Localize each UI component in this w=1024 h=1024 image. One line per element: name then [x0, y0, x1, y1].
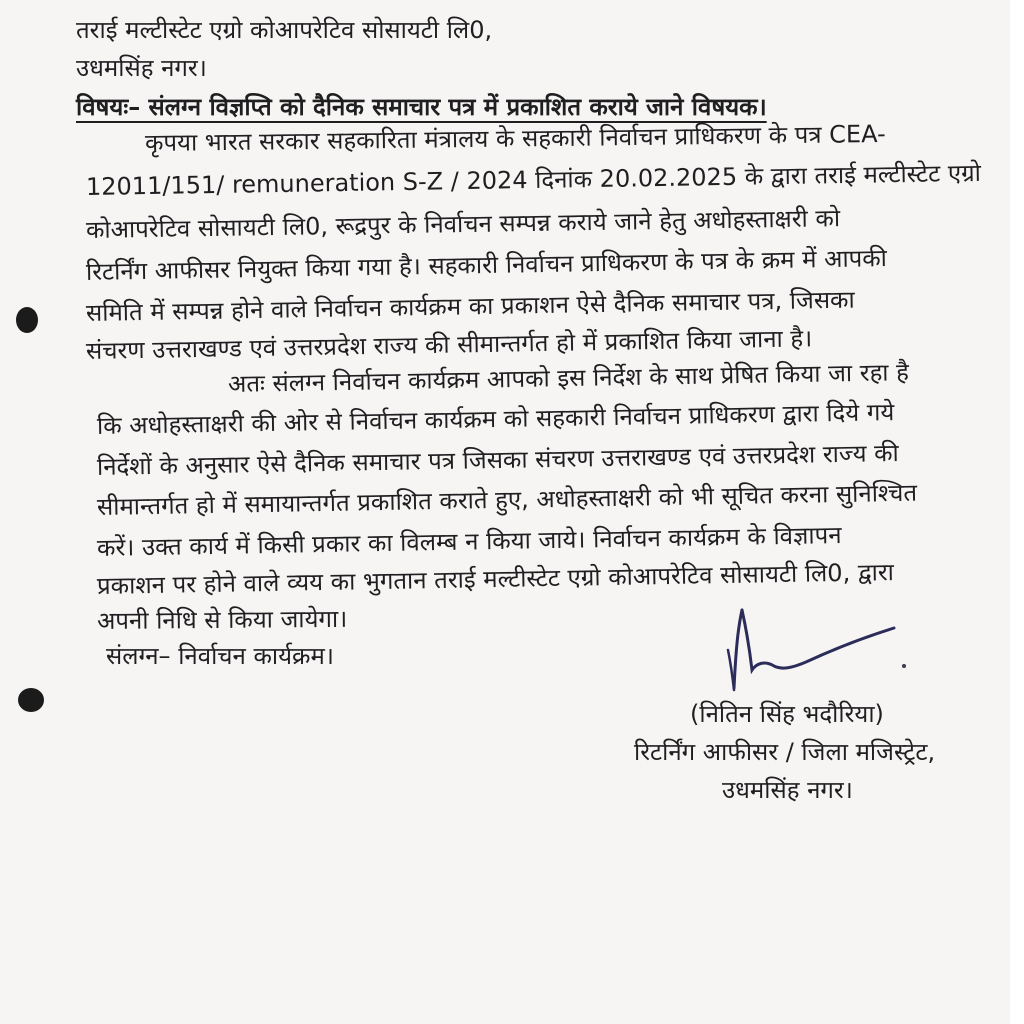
paragraph-2-line: निर्देशों के अनुसार ऐसे दैनिक समाचार पत्र जिसका संचरण उत्तराखण्ड एवं उत्तरप्रदेश राज्य की: [96, 439, 899, 481]
subject-line: विषयः– संलग्न विज्ञप्ति को दैनिक समाचार पत्र में प्रकाशित कराये जाने विषयक।: [76, 93, 767, 121]
paragraph-1-line: 12011/151/ remuneration S-Z / 2024 दिनांक 20.02.2025 के द्वारा तराई मल्टीस्टेट एग्रो: [85, 158, 982, 201]
paragraph-2-line: प्रकाशन पर होने वाले व्यय का भुगतान तराई मल्टीस्टेट एग्रो कोआपरेटिव सोसायटी लि0, द्वारा: [96, 558, 895, 600]
paragraph-2-line: कि अधोहस्ताक्षरी की ओर से निर्वाचन कार्यक्रम को सहकारी निर्वाचन प्राधिकरण द्वारा दिये गये: [96, 398, 895, 440]
punch-hole-top: [16, 307, 38, 333]
signature-mark: [722, 598, 912, 698]
page-edge: [1010, 0, 1024, 1024]
paragraph-1-line: कोआपरेटिव सोसायटी लि0, रूद्रपुर के निर्वाचन सम्पन्न कराये जाने हेतु अधोहस्ताक्षरी को: [85, 204, 841, 244]
paragraph-1-line: कृपया भारत सरकार सहकारिता मंत्रालय के सहकारी निर्वाचन प्राधिकरण के पत्र CEA-: [144, 119, 886, 157]
signatory-location: उधमसिंह नगर।: [722, 776, 853, 804]
paragraph-2-line: करें। उक्त कार्य में किसी प्रकार का विलम्ब न किया जाये। निर्वाचन कार्यक्रम के विज्ञापन: [96, 521, 842, 562]
paragraph-1-line: रिटर्निंग आफीसर नियुक्त किया गया है। सहकारी निर्वाचन प्राधिकरण के पत्र के क्रम में आपकी: [85, 244, 888, 286]
paragraph-2-line: अपनी निधि से किया जायेगा।: [96, 604, 348, 635]
signatory-name: (नितिन सिंह भदौरिया): [690, 700, 884, 728]
punch-hole-bottom: [18, 688, 44, 712]
addressee-line-2: उधमसिंह नगर।: [76, 54, 207, 82]
enclosure-line: संलग्न– निर्वाचन कार्यक्रम।: [106, 642, 334, 670]
paragraph-2-line: सीमान्तर्गत हो में समायान्तर्गत प्रकाशित कराते हुए, अधोहस्ताक्षरी को भी सूचित करना सुनिश्चित: [96, 478, 918, 521]
paragraph-1-line: संचरण उत्तराखण्ड एवं उत्तरप्रदेश राज्य की सीमान्तर्गत हो में प्रकाशित किया जाना है।: [85, 324, 813, 365]
paragraph-1-line: समिति में सम्पन्न होने वाले निर्वाचन कार्यक्रम का प्रकाशन ऐसे दैनिक समाचार पत्र, जिसका: [85, 285, 855, 327]
addressee-line-1: तराई मल्टीस्टेट एग्रो कोआपरेटिव सोसायटी लि0,: [76, 16, 493, 44]
signatory-designation: रिटर्निंग आफीसर / जिला मजिस्ट्रेट,: [634, 738, 936, 766]
paragraph-2-line: अतः संलग्न निर्वाचन कार्यक्रम आपको इस निर्देश के साथ प्रेषित किया जा रहा है: [227, 358, 910, 398]
